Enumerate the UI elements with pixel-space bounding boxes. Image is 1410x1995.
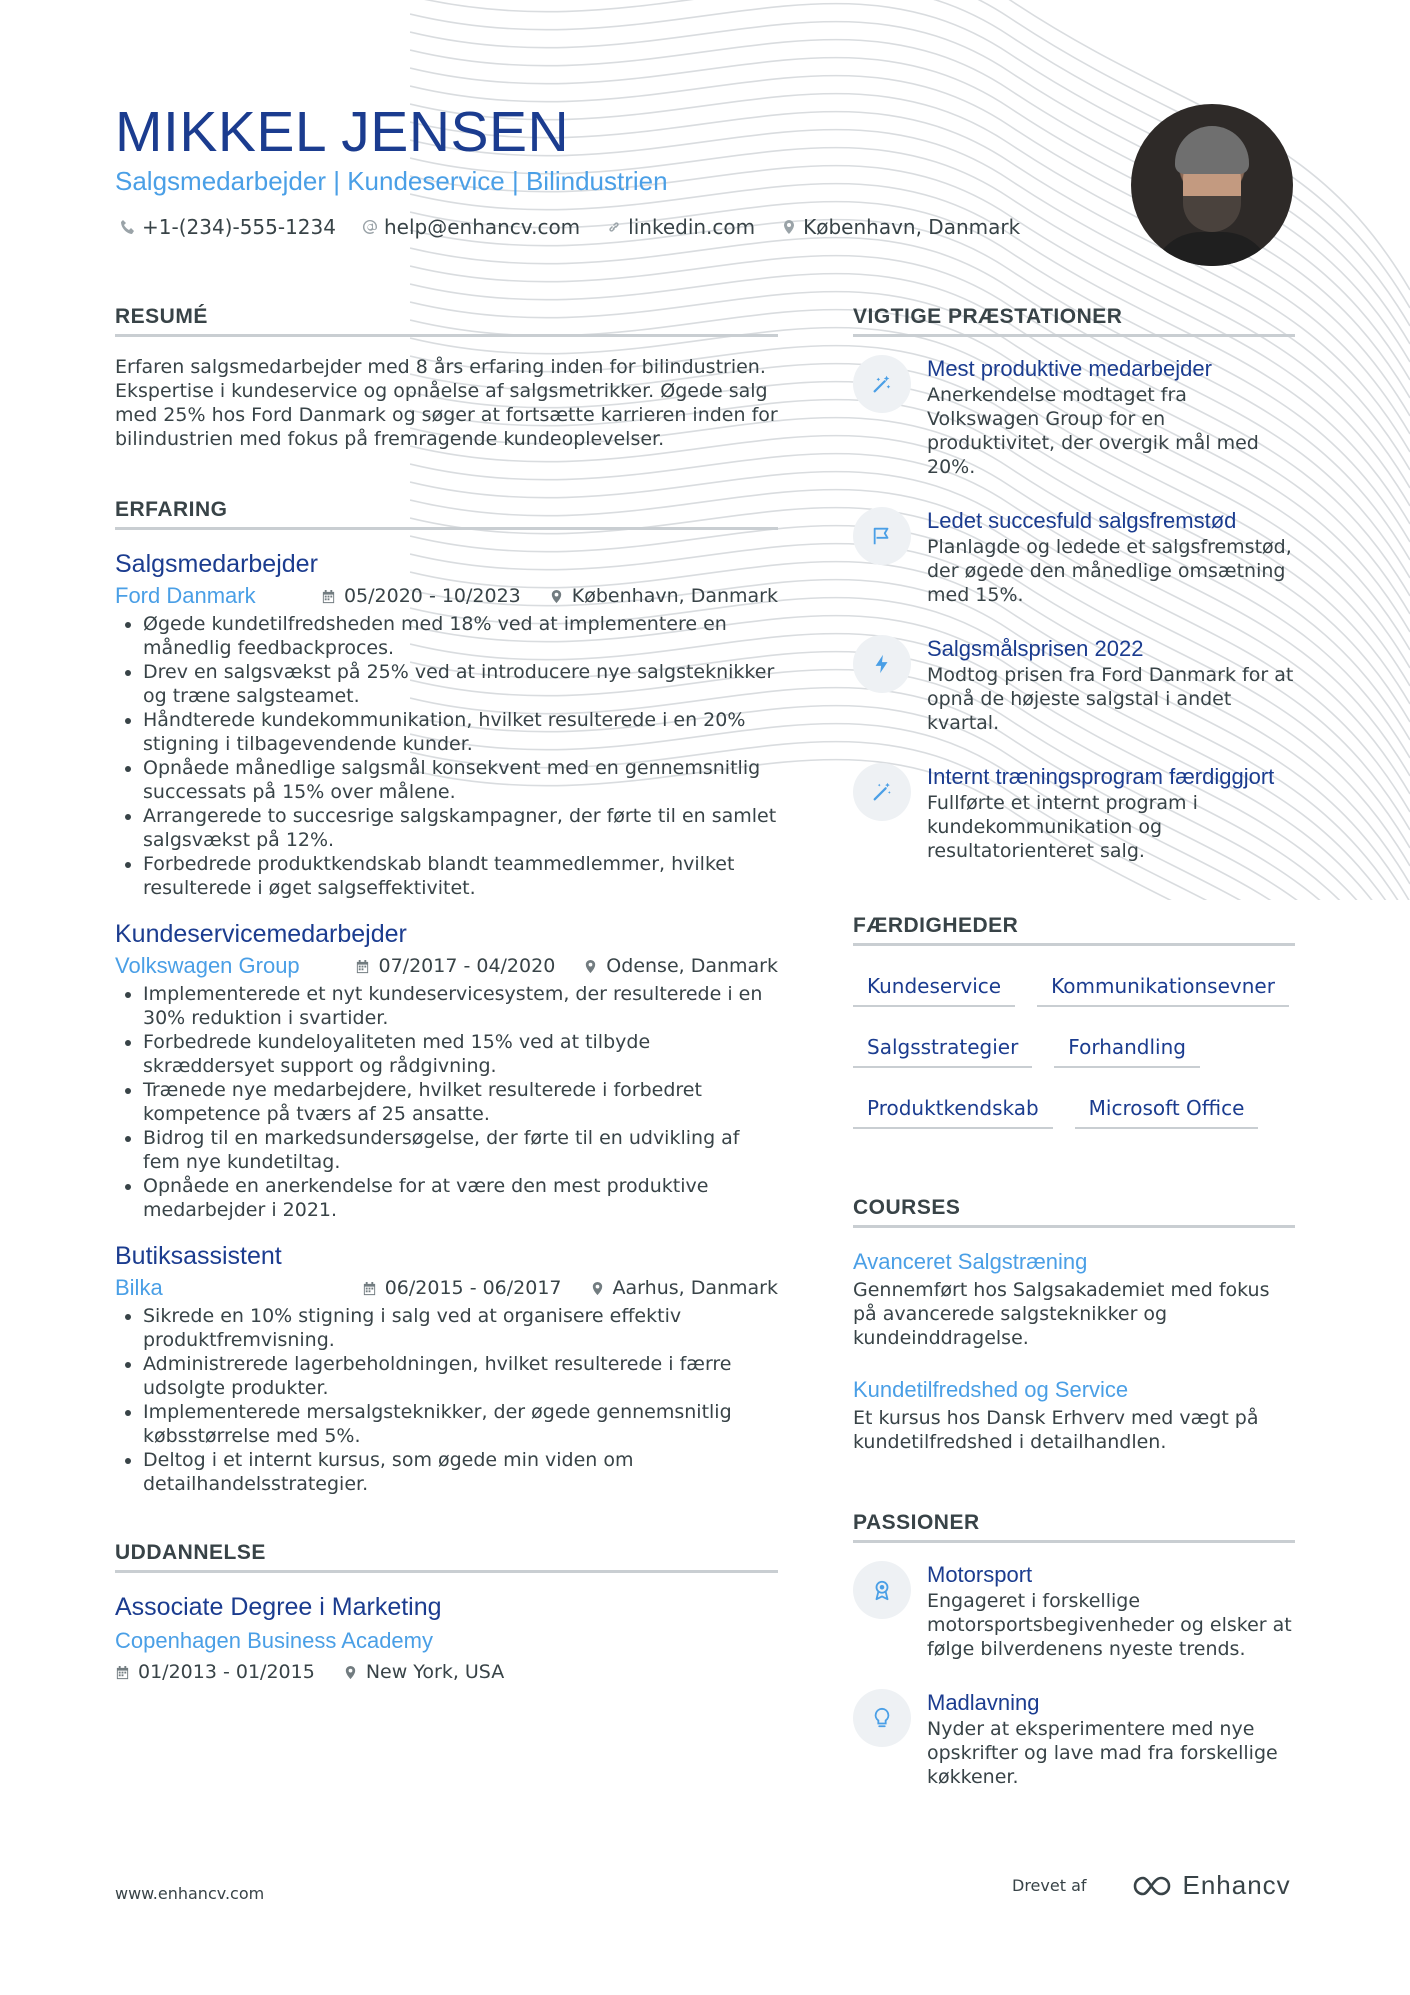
bullet-item: • Arrangerede to succesrige salgskampagner, der førte til en samlet salgsvækst på 12%. bbox=[143, 804, 778, 852]
experience-item bbox=[115, 918, 778, 1222]
calendar-icon bbox=[355, 959, 370, 974]
item-title: Madlavning bbox=[927, 1690, 1040, 1715]
bolt-icon bbox=[871, 653, 893, 675]
location-text: København, Danmark bbox=[803, 215, 1021, 239]
icon-badge bbox=[853, 635, 911, 693]
item-body bbox=[927, 1561, 1295, 1661]
job-location bbox=[590, 1277, 778, 1299]
linkedin-text: linkedin.com bbox=[628, 215, 756, 239]
achievements-list bbox=[853, 355, 1295, 863]
experience-item bbox=[115, 1240, 778, 1496]
email-text: help@enhancv.com bbox=[383, 215, 581, 239]
item-description: Modtog prisen fra Ford Danmark for at opnå de højeste salgstal i andet kvartal. bbox=[927, 664, 1294, 734]
location-pin-icon bbox=[781, 219, 797, 235]
right-column bbox=[853, 304, 1295, 1789]
item-body bbox=[927, 355, 1295, 479]
achievement-item bbox=[853, 507, 1295, 607]
job-dates bbox=[362, 1277, 562, 1299]
bullet-item: • Sikrede en 10% stigning i salg ved at organisere effektiv produktfremvisning. bbox=[143, 1304, 778, 1352]
candidate-name: MIKKEL JENSEN bbox=[115, 100, 570, 164]
bullet-item: • Administrerede lagerbeholdningen, hvilket resulterede i færre udsolgte produkter. bbox=[143, 1352, 778, 1400]
item-description: Engageret i forskellige motorsportsbegivenheder og elsker at følge bilverdenens nyeste trends. bbox=[927, 1590, 1292, 1660]
item-title: Mest produktive medarbejder bbox=[927, 356, 1212, 381]
item-body bbox=[927, 507, 1295, 607]
job-location-text: København, Danmark bbox=[571, 585, 778, 607]
education-heading: UDDANNELSE bbox=[115, 1540, 778, 1573]
achievement-item bbox=[853, 355, 1295, 479]
item-body bbox=[927, 635, 1295, 735]
candidate-headline: Salgsmedarbejder | Kundeservice | Bilindustrien bbox=[115, 166, 668, 196]
item-title: Salgsmålsprisen 2022 bbox=[927, 636, 1144, 661]
lightbulb-icon bbox=[871, 1707, 893, 1729]
calendar-icon bbox=[115, 1665, 130, 1680]
item-body bbox=[927, 763, 1295, 863]
company-name[interactable]: Bilka bbox=[115, 1275, 163, 1300]
footer-branding bbox=[1012, 1870, 1291, 1901]
icon-badge bbox=[853, 507, 911, 565]
phone-icon bbox=[120, 219, 136, 235]
job-title: Kundeservicemedarbejder bbox=[115, 920, 407, 948]
skill-tag: Salgsstrategier bbox=[853, 1029, 1032, 1068]
summary-text: Erfaren salgsmedarbejder med 8 års erfaring inden for bilindustrien. Ekspertise i kundeservice og opnåelse af salgsmetrikker. Øgede salg med 25% hos Ford Danmark og søger at fortsætte karrieren inden for bilindustrien med fokus på fremragende kundeoplevelser. bbox=[115, 356, 778, 450]
award-icon bbox=[871, 1579, 893, 1601]
bullet-item: • Øgede kundetilfredsheden med 18% ved at implementere en månedlig feedbackproces. bbox=[143, 612, 778, 660]
job-location bbox=[549, 585, 778, 607]
skill-tag: Kundeservice bbox=[853, 968, 1015, 1007]
skill-tag: Forhandling bbox=[1054, 1029, 1200, 1068]
job-dates bbox=[321, 585, 521, 607]
job-location-text: Aarhus, Danmark bbox=[612, 1277, 778, 1299]
bullet-item: • Forbedrede produktkendskab blandt teammedlemmer, hvilket resulterede i øget salgseffektivitet. bbox=[143, 852, 778, 900]
education-degree: Associate Degree i Marketing bbox=[115, 1593, 442, 1621]
job-location-text: Odense, Danmark bbox=[606, 955, 778, 977]
education-dates: 01/2013 - 01/2015 bbox=[115, 1661, 315, 1683]
calendar-icon bbox=[362, 1281, 377, 1296]
company-name[interactable]: Volkswagen Group bbox=[115, 953, 300, 978]
location-pin-icon bbox=[343, 1665, 358, 1680]
achievement-item bbox=[853, 635, 1295, 735]
job-title: Salgsmedarbejder bbox=[115, 550, 318, 578]
link-icon bbox=[606, 219, 622, 235]
job-title: Butiksassistent bbox=[115, 1242, 282, 1270]
phone-text: +1-(234)-555-1234 bbox=[142, 215, 336, 239]
job-dates-text: 06/2015 - 06/2017 bbox=[384, 1277, 562, 1299]
experience-list bbox=[115, 548, 778, 1496]
job-bullets bbox=[115, 982, 778, 1222]
job-meta-details bbox=[362, 1277, 778, 1299]
wand-icon bbox=[871, 373, 893, 395]
course-item bbox=[853, 1376, 1295, 1454]
passion-item bbox=[853, 1561, 1295, 1661]
course-title[interactable]: Kundetilfredshed og Service bbox=[853, 1377, 1129, 1402]
bullet-item: • Opnåede månedlige salgsmål konsekvent med en gennemsnitlig successats på 15% over målene. bbox=[143, 756, 778, 804]
skill-tag: Produktkendskab bbox=[853, 1090, 1053, 1129]
left-column bbox=[115, 304, 778, 1683]
infinity-logo-icon bbox=[1131, 1873, 1175, 1899]
bullet-item: • Deltog i et internt kursus, som øgede min viden om detailhandelsstrategier. bbox=[143, 1448, 778, 1496]
job-bullets bbox=[115, 1304, 778, 1496]
location-pin-icon bbox=[590, 1281, 605, 1296]
footer-website[interactable]: www.enhancv.com bbox=[115, 1884, 265, 1903]
contact-phone[interactable] bbox=[120, 212, 336, 242]
bullet-item: • Implementerede et nyt kundeservicesystem, der resulterede i en 30% reduktion i svartider. bbox=[143, 982, 778, 1030]
experience-heading: ERFARING bbox=[115, 497, 778, 530]
calendar-icon bbox=[321, 589, 336, 604]
summary-heading: RESUMÉ bbox=[115, 304, 778, 337]
item-title: Ledet succesfuld salgsfremstød bbox=[927, 508, 1237, 533]
bullet-item: • Forbedrede kundeloyaliteten med 15% ved at tilbyde skræddersyet support og rådgivning. bbox=[143, 1030, 778, 1078]
profile-photo bbox=[1131, 104, 1293, 266]
brand-name: Enhancv bbox=[1182, 1870, 1291, 1900]
item-title: Internt træningsprogram færdiggjort bbox=[927, 764, 1275, 789]
course-title[interactable]: Avanceret Salgstræning bbox=[853, 1249, 1088, 1274]
flag-icon bbox=[871, 525, 893, 547]
course-description: Et kursus hos Dansk Erhverv med vægt på kundetilfredshed i detailhandlen. bbox=[853, 1407, 1259, 1453]
job-bullets bbox=[115, 612, 778, 900]
bullet-item: • Trænede nye medarbejdere, hvilket resulterede i forbedret kompetence på tværs af 25 ansatte. bbox=[143, 1078, 778, 1126]
passions-heading: PASSIONER bbox=[853, 1510, 1295, 1543]
item-description: Nyder at eksperimentere med nye opskrifter og lave mad fra forskellige køkkener. bbox=[927, 1718, 1278, 1788]
job-dates-text: 07/2017 - 04/2020 bbox=[378, 955, 556, 977]
icon-badge bbox=[853, 1561, 911, 1619]
company-name[interactable]: Ford Danmark bbox=[115, 583, 256, 608]
courses-list bbox=[853, 1248, 1295, 1454]
job-dates-text: 05/2020 - 10/2023 bbox=[343, 585, 521, 607]
icon-badge bbox=[853, 355, 911, 413]
icon-badge bbox=[853, 1689, 911, 1747]
job-meta bbox=[115, 582, 778, 610]
bullet-item: • Drev en salgsvækst på 25% ved at introducere nye salgsteknikker og træne salgsteamet. bbox=[143, 660, 778, 708]
contact-bar bbox=[120, 212, 1020, 242]
contact-location bbox=[781, 212, 1020, 242]
item-description: Fullførte et internt program i kundekommunikation og resultatorienteret salg. bbox=[927, 792, 1198, 862]
skill-tag: Microsoft Office bbox=[1075, 1090, 1259, 1129]
courses-heading: COURSES bbox=[853, 1195, 1295, 1228]
achievement-item bbox=[853, 763, 1295, 863]
job-meta-details bbox=[321, 585, 778, 607]
item-description: Planlagde og ledede et salgsfremstød, der øgede den månedlige omsætning med 15%. bbox=[927, 536, 1292, 606]
job-meta-details bbox=[355, 955, 778, 977]
bullet-item: • Bidrog til en markedsundersøgelse, der førte til en udvikling af fem nye kundetiltag. bbox=[143, 1126, 778, 1174]
location-pin-icon bbox=[583, 959, 598, 974]
powered-by-label: Drevet af bbox=[1012, 1876, 1087, 1895]
course-description: Gennemført hos Salgsakademiet med fokus på avancerede salgsteknikker og kundeinddragelse. bbox=[853, 1279, 1270, 1349]
brand-logo[interactable] bbox=[1131, 1870, 1291, 1901]
contact-email[interactable] bbox=[362, 212, 580, 242]
job-meta bbox=[115, 952, 778, 980]
job-dates bbox=[355, 955, 555, 977]
skills-list bbox=[853, 968, 1295, 1129]
icon-badge bbox=[853, 763, 911, 821]
course-item bbox=[853, 1248, 1295, 1350]
passion-item bbox=[853, 1689, 1295, 1789]
item-title: Motorsport bbox=[927, 1562, 1033, 1587]
magic-wand-icon bbox=[871, 781, 893, 803]
job-location bbox=[583, 955, 778, 977]
job-meta bbox=[115, 1274, 778, 1302]
skills-heading: FÆRDIGHEDER bbox=[853, 913, 1295, 946]
location-pin-icon bbox=[549, 589, 564, 604]
bullet-item: • Håndterede kundekommunikation, hvilket resulterede i en 20% stigning i tilbagevendende kunder. bbox=[143, 708, 778, 756]
education-location: New York, USA bbox=[343, 1661, 504, 1683]
education-meta bbox=[115, 1661, 778, 1683]
item-description: Anerkendelse modtaget fra Volkswagen Group for en produktivitet, der overgik mål med 20%. bbox=[927, 384, 1259, 478]
bullet-item: • Opnåede en anerkendelse for at være den mest produktive medarbejder i 2021. bbox=[143, 1174, 778, 1222]
achievements-heading: VIGTIGE PRÆSTATIONER bbox=[853, 304, 1295, 337]
item-body bbox=[927, 1689, 1295, 1789]
bullet-item: • Implementerede mersalgsteknikker, der øgede gennemsnitlig købsstørrelse med 5%. bbox=[143, 1400, 778, 1448]
contact-linkedin[interactable] bbox=[606, 212, 755, 242]
education-school: Copenhagen Business Academy bbox=[115, 1628, 433, 1653]
experience-item bbox=[115, 548, 778, 900]
at-icon bbox=[362, 219, 378, 235]
passions-list bbox=[853, 1561, 1295, 1789]
skill-tag: Kommunikationsevner bbox=[1037, 968, 1289, 1007]
